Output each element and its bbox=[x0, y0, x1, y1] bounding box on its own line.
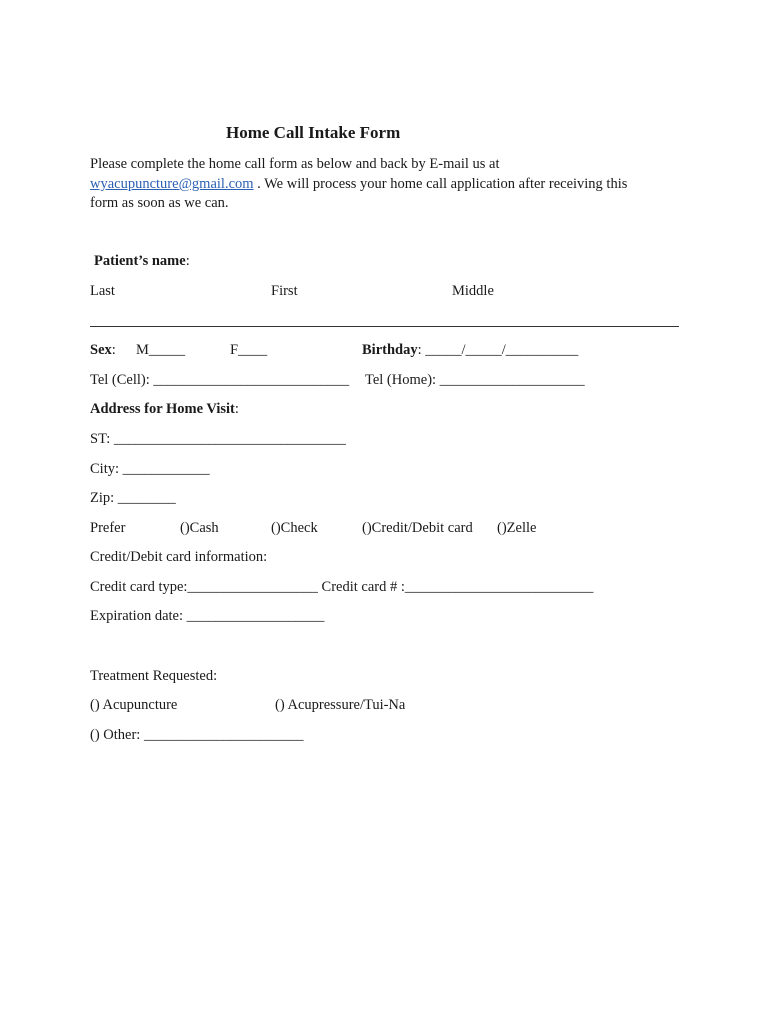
treatment-heading: Treatment Requested: bbox=[90, 668, 218, 684]
last-name-label: Last bbox=[90, 283, 115, 299]
card-type-number-field[interactable]: Credit card type:__________________ Credit card # :__________________________ bbox=[90, 579, 594, 595]
expiration-field[interactable]: Expiration date: ___________________ bbox=[90, 608, 325, 624]
sex-female-option[interactable]: F____ bbox=[230, 342, 268, 358]
first-name-label: First bbox=[271, 283, 298, 299]
street-field[interactable]: ST: ________________________________ bbox=[90, 431, 346, 447]
payment-option-check[interactable]: ()Check bbox=[271, 520, 318, 536]
payment-option-cash[interactable]: ()Cash bbox=[180, 520, 219, 536]
patient-name-label: Patient’s name bbox=[94, 253, 186, 269]
sex-label: Sex bbox=[90, 342, 112, 358]
address-heading: Address for Home Visit: bbox=[90, 401, 239, 417]
birthday-blanks: : _____/_____/__________ bbox=[417, 342, 579, 358]
treatment-option-acupuncture[interactable]: () Acupuncture bbox=[90, 697, 178, 713]
treatment-option-other[interactable]: () Other: ______________________ bbox=[90, 727, 304, 743]
patient-name-heading: Patient’s name: bbox=[94, 253, 190, 269]
sex-male-option[interactable]: M_____ bbox=[136, 342, 186, 358]
tel-home-field[interactable]: Tel (Home): ____________________ bbox=[365, 372, 585, 388]
intro-line-1: Please complete the home call form as below and back by E-mail us at bbox=[90, 156, 500, 172]
card-info-heading: Credit/Debit card information: bbox=[90, 549, 268, 565]
page-title: Home Call Intake Form bbox=[226, 123, 401, 142]
middle-name-label: Middle bbox=[452, 283, 494, 299]
sex-field: Sex: bbox=[90, 342, 116, 358]
email-link[interactable]: wyacupuncture@gmail.com bbox=[90, 176, 254, 192]
birthday-label: Birthday bbox=[362, 342, 418, 358]
payment-option-card[interactable]: ()Credit/Debit card bbox=[362, 520, 473, 536]
name-fill-line[interactable] bbox=[90, 326, 679, 327]
intro-line-2 bbox=[90, 176, 627, 193]
address-label: Address for Home Visit bbox=[90, 401, 235, 417]
birthday-field[interactable] bbox=[362, 342, 578, 359]
treatment-option-acupressure[interactable]: () Acupressure/Tui-Na bbox=[275, 697, 406, 713]
payment-option-zelle[interactable]: ()Zelle bbox=[497, 520, 537, 536]
prefer-label: Prefer bbox=[90, 520, 126, 536]
city-field[interactable]: City: ____________ bbox=[90, 461, 210, 477]
intro-line-2-rest: . We will process your home call application after receiving this bbox=[253, 176, 628, 192]
tel-cell-field[interactable]: Tel (Cell): ___________________________ bbox=[90, 372, 350, 388]
intro-line-3: form as soon as we can. bbox=[90, 195, 229, 211]
zip-field[interactable]: Zip: ________ bbox=[90, 490, 176, 506]
